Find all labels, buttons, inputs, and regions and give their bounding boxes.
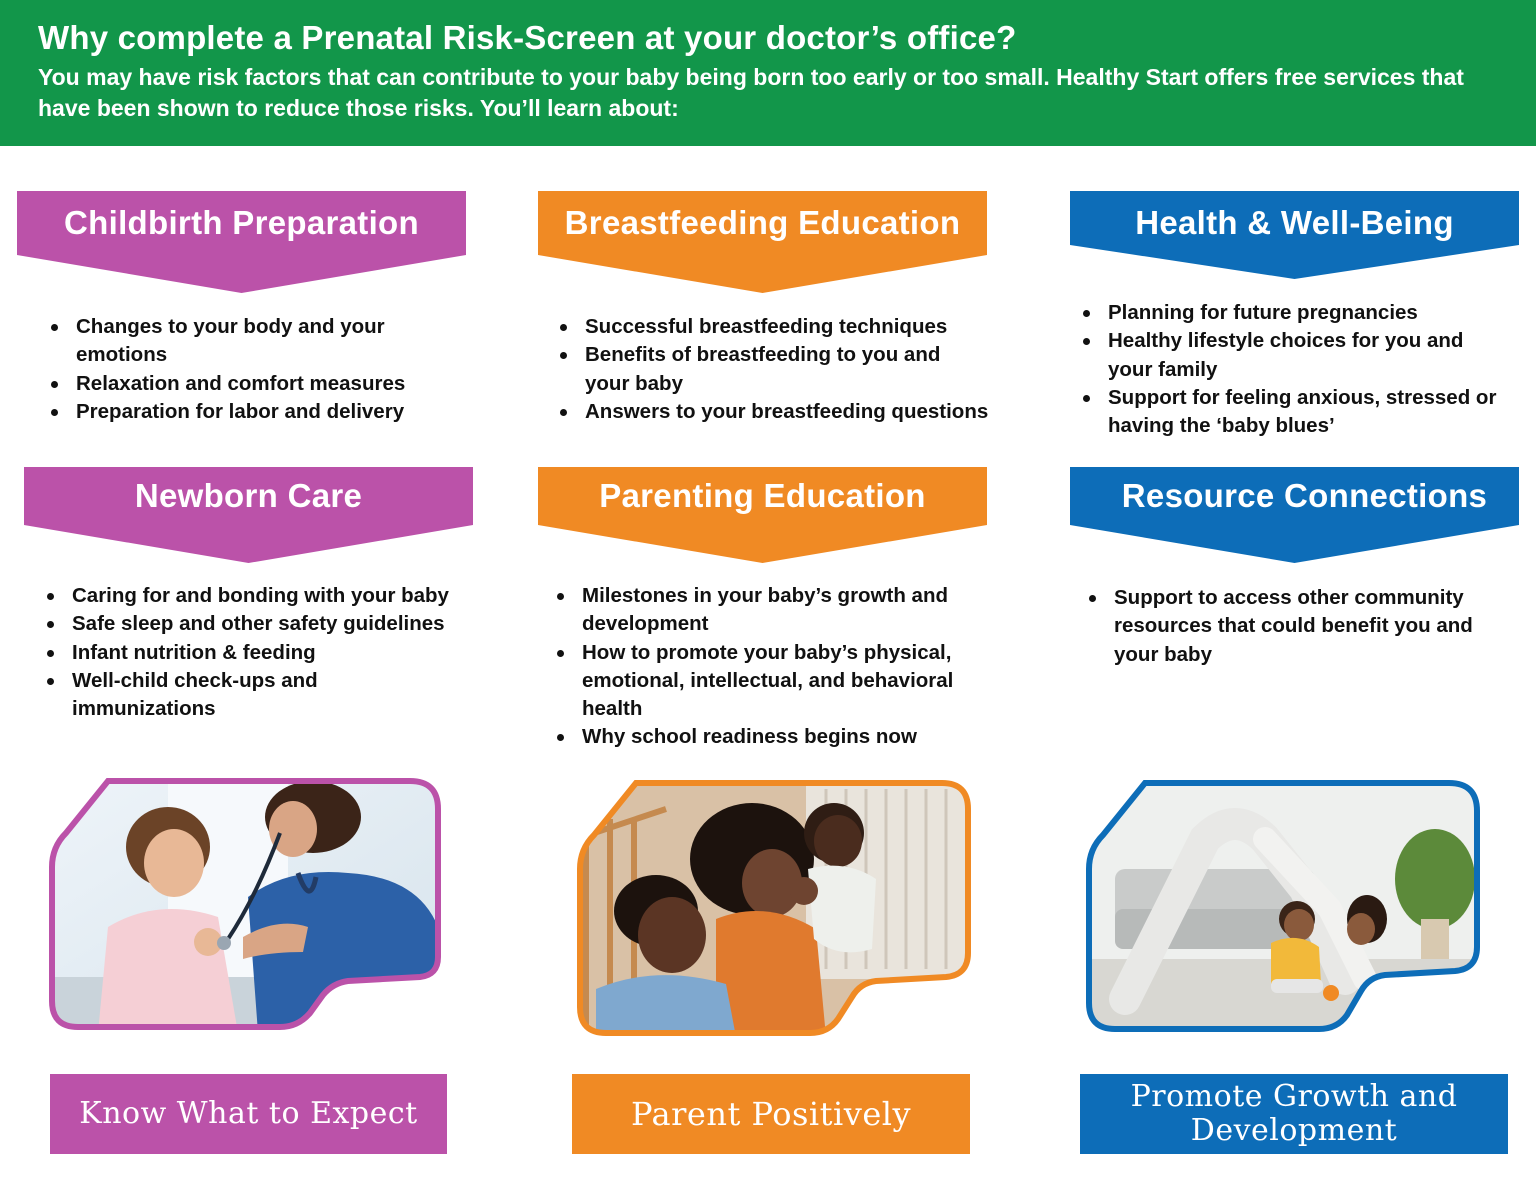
tagline-text: Parent Positively xyxy=(630,1095,912,1133)
tagline-text: Know What to Expect xyxy=(79,1096,418,1131)
tagline-promote-growth xyxy=(1080,1074,1508,1154)
banner-title: Breastfeeding Education xyxy=(564,204,961,241)
banner-health-well-being xyxy=(1070,191,1519,293)
tagline-text: Promote Growth and Development xyxy=(1130,1079,1458,1148)
banner-title: Newborn Care xyxy=(134,477,363,514)
page-title: Why complete a Prenatal Risk-Screen at your doctor’s office? xyxy=(38,19,1017,56)
tagline-parent-positively xyxy=(572,1074,970,1154)
banner-title: Childbirth Preparation xyxy=(64,204,419,241)
banner-childbirth-preparation xyxy=(17,191,466,293)
yoga-mother-baby-photo xyxy=(1085,779,1481,1033)
parents-baby-photo xyxy=(576,779,972,1037)
list-item: How to promote your baby’s physical, emotional, intellectual, and behavioral health xyxy=(554,639,979,724)
yoga-mother-baby-photo-icon xyxy=(1085,779,1481,1033)
list-item: Support to access other community resources that could benefit you and your baby xyxy=(1086,584,1496,669)
list-item: Well-child check-ups and immunizations xyxy=(44,667,354,724)
list-item: Healthy lifestyle choices for you and your family xyxy=(1080,327,1480,384)
health-well-being-list xyxy=(1080,299,1520,440)
list-item: Changes to your body and your emotions xyxy=(48,313,468,370)
banner-title: Parenting Education xyxy=(599,477,926,514)
list-item: Planning for future pregnancies xyxy=(1080,299,1520,327)
parenting-education-list xyxy=(554,582,984,752)
childbirth-preparation-list xyxy=(48,313,468,426)
parents-baby-photo-icon xyxy=(576,779,972,1037)
newborn-care-list xyxy=(44,582,484,723)
list-item: Infant nutrition & feeding xyxy=(44,639,484,667)
banner-newborn-care xyxy=(24,467,473,569)
banner-title: Health & Well-Being xyxy=(1135,204,1454,241)
header-banner xyxy=(0,0,1536,146)
breastfeeding-education-list xyxy=(557,313,1007,426)
banner-title: Resource Connections xyxy=(1121,477,1488,514)
doctor-child-photo xyxy=(48,777,443,1033)
list-item: Caring for and bonding with your baby xyxy=(44,582,484,610)
list-item: Why school readiness begins now xyxy=(554,723,984,751)
list-item: Milestones in your baby’s growth and development xyxy=(554,582,964,639)
list-item: Benefits of breastfeeding to you and your baby xyxy=(557,341,967,398)
banner-resource-connections xyxy=(1070,467,1519,569)
list-item: Answers to your breastfeeding questions xyxy=(557,398,1007,426)
list-item: Relaxation and comfort measures xyxy=(48,370,468,398)
resource-connections-list xyxy=(1086,584,1496,669)
list-item: Preparation for labor and delivery xyxy=(48,398,468,426)
tagline-know-what-to-expect xyxy=(50,1074,447,1154)
doctor-child-photo-icon xyxy=(48,777,443,1033)
banner-breastfeeding-education xyxy=(538,191,987,293)
banner-parenting-education xyxy=(538,467,987,569)
list-item: Support for feeling anxious, stressed or having the ‘baby blues’ xyxy=(1080,384,1520,441)
page-intro: You may have risk factors that can contribute to your baby being born too early or too small. Healthy Start offers free services that have been shown to reduce those risks. You’ll learn about: xyxy=(38,64,1464,121)
list-item: Safe sleep and other safety guidelines xyxy=(44,610,484,638)
list-item: Successful breastfeeding techniques xyxy=(557,313,1007,341)
